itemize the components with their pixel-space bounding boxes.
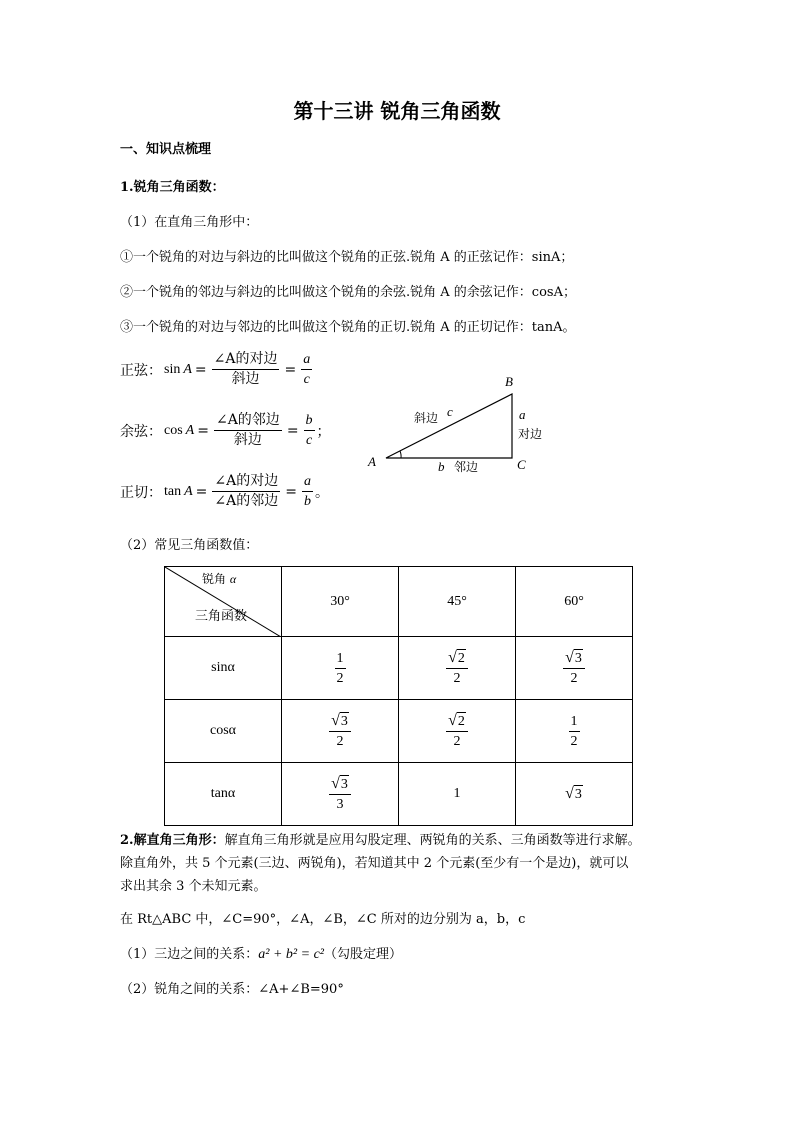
equals-sign: = xyxy=(195,483,208,500)
item2-line3: 求出其余 3 个未知元素。 xyxy=(120,879,267,894)
corner-cell xyxy=(165,567,282,637)
formula-func: sin xyxy=(164,361,181,377)
hypotenuse-var: c xyxy=(447,404,453,419)
denominator: c xyxy=(303,372,310,387)
denominator: c xyxy=(305,433,313,448)
def-cos: ②一个锐角的邻边与斜边的比叫做这个锐角的余弦.锐角 A 的余弦记作：cosA； xyxy=(120,285,576,300)
formula-var: A xyxy=(183,361,192,377)
angle-30-header: 30° xyxy=(282,567,399,637)
value-cell: √ 3 3 xyxy=(282,763,399,826)
value-cell: √ 3 2 xyxy=(282,700,399,763)
value-cell: $\frac{1}{2}$ xyxy=(516,700,633,763)
numerator: a xyxy=(302,473,313,492)
def-sin: ①一个锐角的对边与斜边的比叫做这个锐角的正弦.锐角 A 的正弦记作：sinA； xyxy=(120,250,574,265)
item2-line1: 2.解直角三角形：解直角三角形就是应用勾股定理、两锐角的关系、三角函数等进行求解。 xyxy=(120,833,641,848)
fraction xyxy=(302,473,313,510)
angle-45-header: 45° xyxy=(399,567,516,637)
equals-sign: = xyxy=(284,361,297,378)
formula-label: 余弦： xyxy=(120,423,162,440)
def-tan: ③一个锐角的对边与邻边的比叫做这个锐角的正切.锐角 A 的正切记作：tanA。 xyxy=(120,320,576,335)
right-triangle-diagram xyxy=(360,370,560,480)
fraction xyxy=(212,351,280,388)
formula-sin xyxy=(120,351,314,388)
formula-var: A xyxy=(184,483,193,499)
relation-angles: （2）锐角之间的关系：∠A+∠B=90° xyxy=(120,982,344,997)
value-cell: √ 2 2 xyxy=(399,700,516,763)
denominator: ∠A的邻边 xyxy=(214,493,279,509)
section-heading: 一、知识点梳理 xyxy=(120,142,212,157)
adjacent-label: 邻边 xyxy=(454,460,479,474)
formula-func: tan xyxy=(164,483,182,499)
corner-top-label: 锐角 α xyxy=(202,572,237,586)
angle-arc xyxy=(400,451,401,458)
table-header-row xyxy=(165,567,633,637)
equals-sign: = xyxy=(194,361,207,378)
formula-cos xyxy=(120,412,331,449)
formula-label: 正弦： xyxy=(120,362,162,379)
opposite-var: a xyxy=(519,407,526,422)
value-cell: √ 2 2 xyxy=(399,637,516,700)
rt-triangle-text: 在 Rt△ABC 中，∠C=90°，∠A，∠B，∠C 所对的边分别为 a，b，c xyxy=(120,912,526,927)
fraction xyxy=(304,412,315,449)
numerator: a xyxy=(301,351,312,370)
value-cell: √ 3 2 xyxy=(516,637,633,700)
hypotenuse-label: 斜边 xyxy=(414,411,439,425)
denominator: b xyxy=(303,494,311,509)
opposite-label: 对边 xyxy=(518,427,543,441)
value-cell: $\frac{1}{2}$ xyxy=(282,637,399,700)
func-cell: tanα xyxy=(165,763,282,826)
formula-func: cos xyxy=(164,422,183,438)
table-row xyxy=(165,637,633,700)
func-cell: cosα xyxy=(165,700,282,763)
page-title: 第十三讲 锐角三角函数 xyxy=(293,99,501,123)
formula-tail: 。 xyxy=(314,484,329,501)
denominator: 斜边 xyxy=(233,432,262,448)
formula-var: A xyxy=(185,422,195,438)
numerator: ∠A的对边 xyxy=(212,473,280,492)
equals-sign: = xyxy=(197,422,209,439)
value-cell: √ 3 xyxy=(516,763,633,826)
angle-60-header: 60° xyxy=(516,567,633,637)
formula-tail: ； xyxy=(316,423,331,440)
table-row xyxy=(165,763,633,826)
equals-sign: = xyxy=(285,483,297,500)
value-cell: 1 xyxy=(399,763,516,826)
trig-values-table xyxy=(164,566,633,826)
vertex-c: C xyxy=(517,457,526,472)
pythagoras-formula: a² + b² = c² xyxy=(258,947,324,962)
fraction xyxy=(214,412,282,449)
fraction xyxy=(301,351,312,388)
table-row xyxy=(165,700,633,763)
func-cell: sinα xyxy=(165,637,282,700)
numerator: ∠A的对边 xyxy=(212,351,280,370)
numerator: ∠A的邻边 xyxy=(214,412,282,431)
sub1-text: （1）在直角三角形中： xyxy=(120,215,259,230)
sub2-text: （2）常见三角函数值： xyxy=(120,538,259,553)
corner-bottom-label: 三角函数 xyxy=(195,609,248,624)
numerator: b xyxy=(304,412,315,431)
denominator: 斜边 xyxy=(231,371,260,387)
item1-title: 1.锐角三角函数： xyxy=(120,180,225,195)
vertex-a: A xyxy=(368,454,376,469)
item2-line2: 除直角外，共 5 个元素(三边、两锐角)，若知道其中 2 个元素(至少有一个是边)，就可以 xyxy=(120,856,629,871)
formula-tan xyxy=(120,473,329,510)
adjacent-var: b xyxy=(438,459,445,474)
vertex-b: B xyxy=(505,374,513,389)
formula-label: 正切： xyxy=(120,484,162,501)
relation-sides: （1）三边之间的关系：a² + b² = c²（勾股定理） xyxy=(120,947,402,962)
equals-sign: = xyxy=(286,422,299,439)
fraction xyxy=(212,473,280,510)
